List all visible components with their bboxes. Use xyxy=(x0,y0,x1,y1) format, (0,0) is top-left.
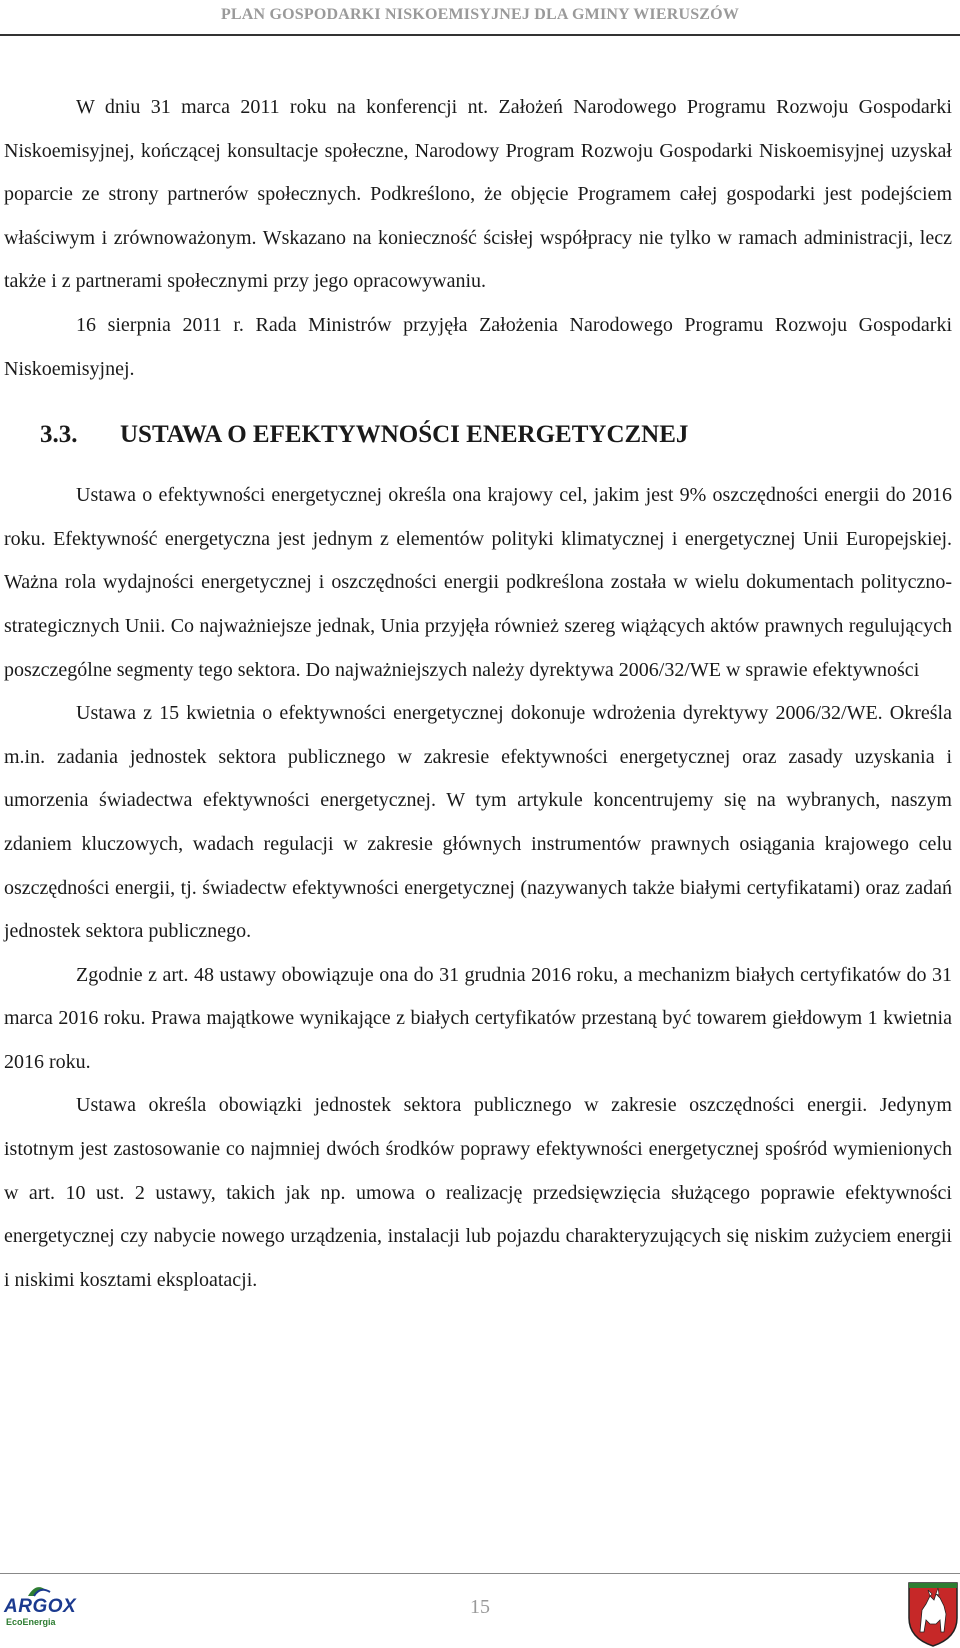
header-divider xyxy=(0,34,960,36)
paragraph: Ustawa z 15 kwietnia o efektywności energetycznej dokonuje wdrożenia dyrektywy 2006/32/WE. Określa m.in. zadania jednostek sektora publicznego w zakresie efektywności energetycznej oraz zasady uzyskania i umorzenia świadectwa efektywności energetycznej. W tym artykule koncentrujemy się na wybranych, naszym zdaniem kluczowych, wadach regulacji w zakresie głównych instrumentów prawnych osiągania krajowego celu oszczędności energii, tj. świadectw efektywności energetycznej (nazywanych także białymi certyfikatami) oraz zadań jednostek sektora publicznego. xyxy=(4,702,952,943)
coat-of-arms-icon xyxy=(906,1580,960,1648)
running-header: PLAN GOSPODARKI NISKOEMISYJNEJ DLA GMINY WIERUSZÓW xyxy=(220,6,740,23)
argox-logo-subtext: EcoEnergia xyxy=(6,1617,56,1627)
paragraph: Zgodnie z art. 48 ustawy obowiązuje ona do 31 grudnia 2016 roku, a mechanizm białych certyfikatów do 31 marca 2016 roku. Prawa majątkowe wynikające z białych certyfikatów przestaną być towarem giełdowym 1 kwietnia 2016 roku. xyxy=(4,963,952,1073)
paragraph: Ustawa o efektywności energetycznej określa ona krajowy cel, jakim jest 9% oszczędności energii do 2016 roku. Efektywność energetyczna jest jednym z elementów polityki klimatycznej i energetycznej Unii Europejskiej. Ważna rola wydajności energetycznej i oszczędności energii podkreślona została w wielu dokumentach polityczno-strategicznych Unii. Co najważniejsze jednak, Unia przyjęła również szereg wiążących aktów prawnych regulujących poszczególne segmenty tego sektora. Do najważniejszych należy dyrektywa 2006/32/WE w sprawie efektywności xyxy=(4,484,952,681)
section-title: USTAWA O EFEKTYWNOŚCI ENERGETYCZNEJ xyxy=(120,421,689,449)
paragraph: W dniu 31 marca 2011 roku na konferencji nt. Założeń Narodowego Programu Rozwoju Gospodarki Niskoemisyjnej, kończącej konsultacje społeczne, Narodowy Program Rozwoju Gospodarki Niskoemisyjnej uzyskał poparcie ze strony partnerów społecznych. Podkreślono, że objęcie Programem całej gospodarki jest podejściem właściwym i zrównoważonym. Wskazano na konieczność ścisłej współpracy nie tylko w ramach administracji, lecz także i z partnerami społecznymi przy jego opracowywaniu. xyxy=(4,96,952,293)
section-heading xyxy=(40,418,952,452)
argox-logo-text: ARGOX xyxy=(4,1596,77,1617)
footer-divider xyxy=(0,1573,960,1574)
paragraph: Ustawa określa obowiązki jednostek sektora publicznego w zakresie oszczędności energii. Jedynym istotnym jest zastosowanie co najmniej dwóch środków poprawy efektywności energetycznej spośród wymienionych w art. 10 ust. 2 ustawy, takich jak np. umowa o realizację przedsięwzięcia służącego poprawie efektywności energetycznej czy nabycie nowego urządzenia, instalacji lub pojazdu charakteryzujących się niskim zużyciem energii i niskimi kosztami eksploatacji. xyxy=(4,1094,952,1291)
document-body xyxy=(4,86,952,1302)
page-number: 15 xyxy=(470,1596,490,1618)
paragraph: 16 sierpnia 2011 r. Rada Ministrów przyjęła Założenia Narodowego Programu Rozwoju Gospodarki Niskoemisyjnej. xyxy=(4,313,952,380)
section-number: 3.3. xyxy=(40,421,78,449)
